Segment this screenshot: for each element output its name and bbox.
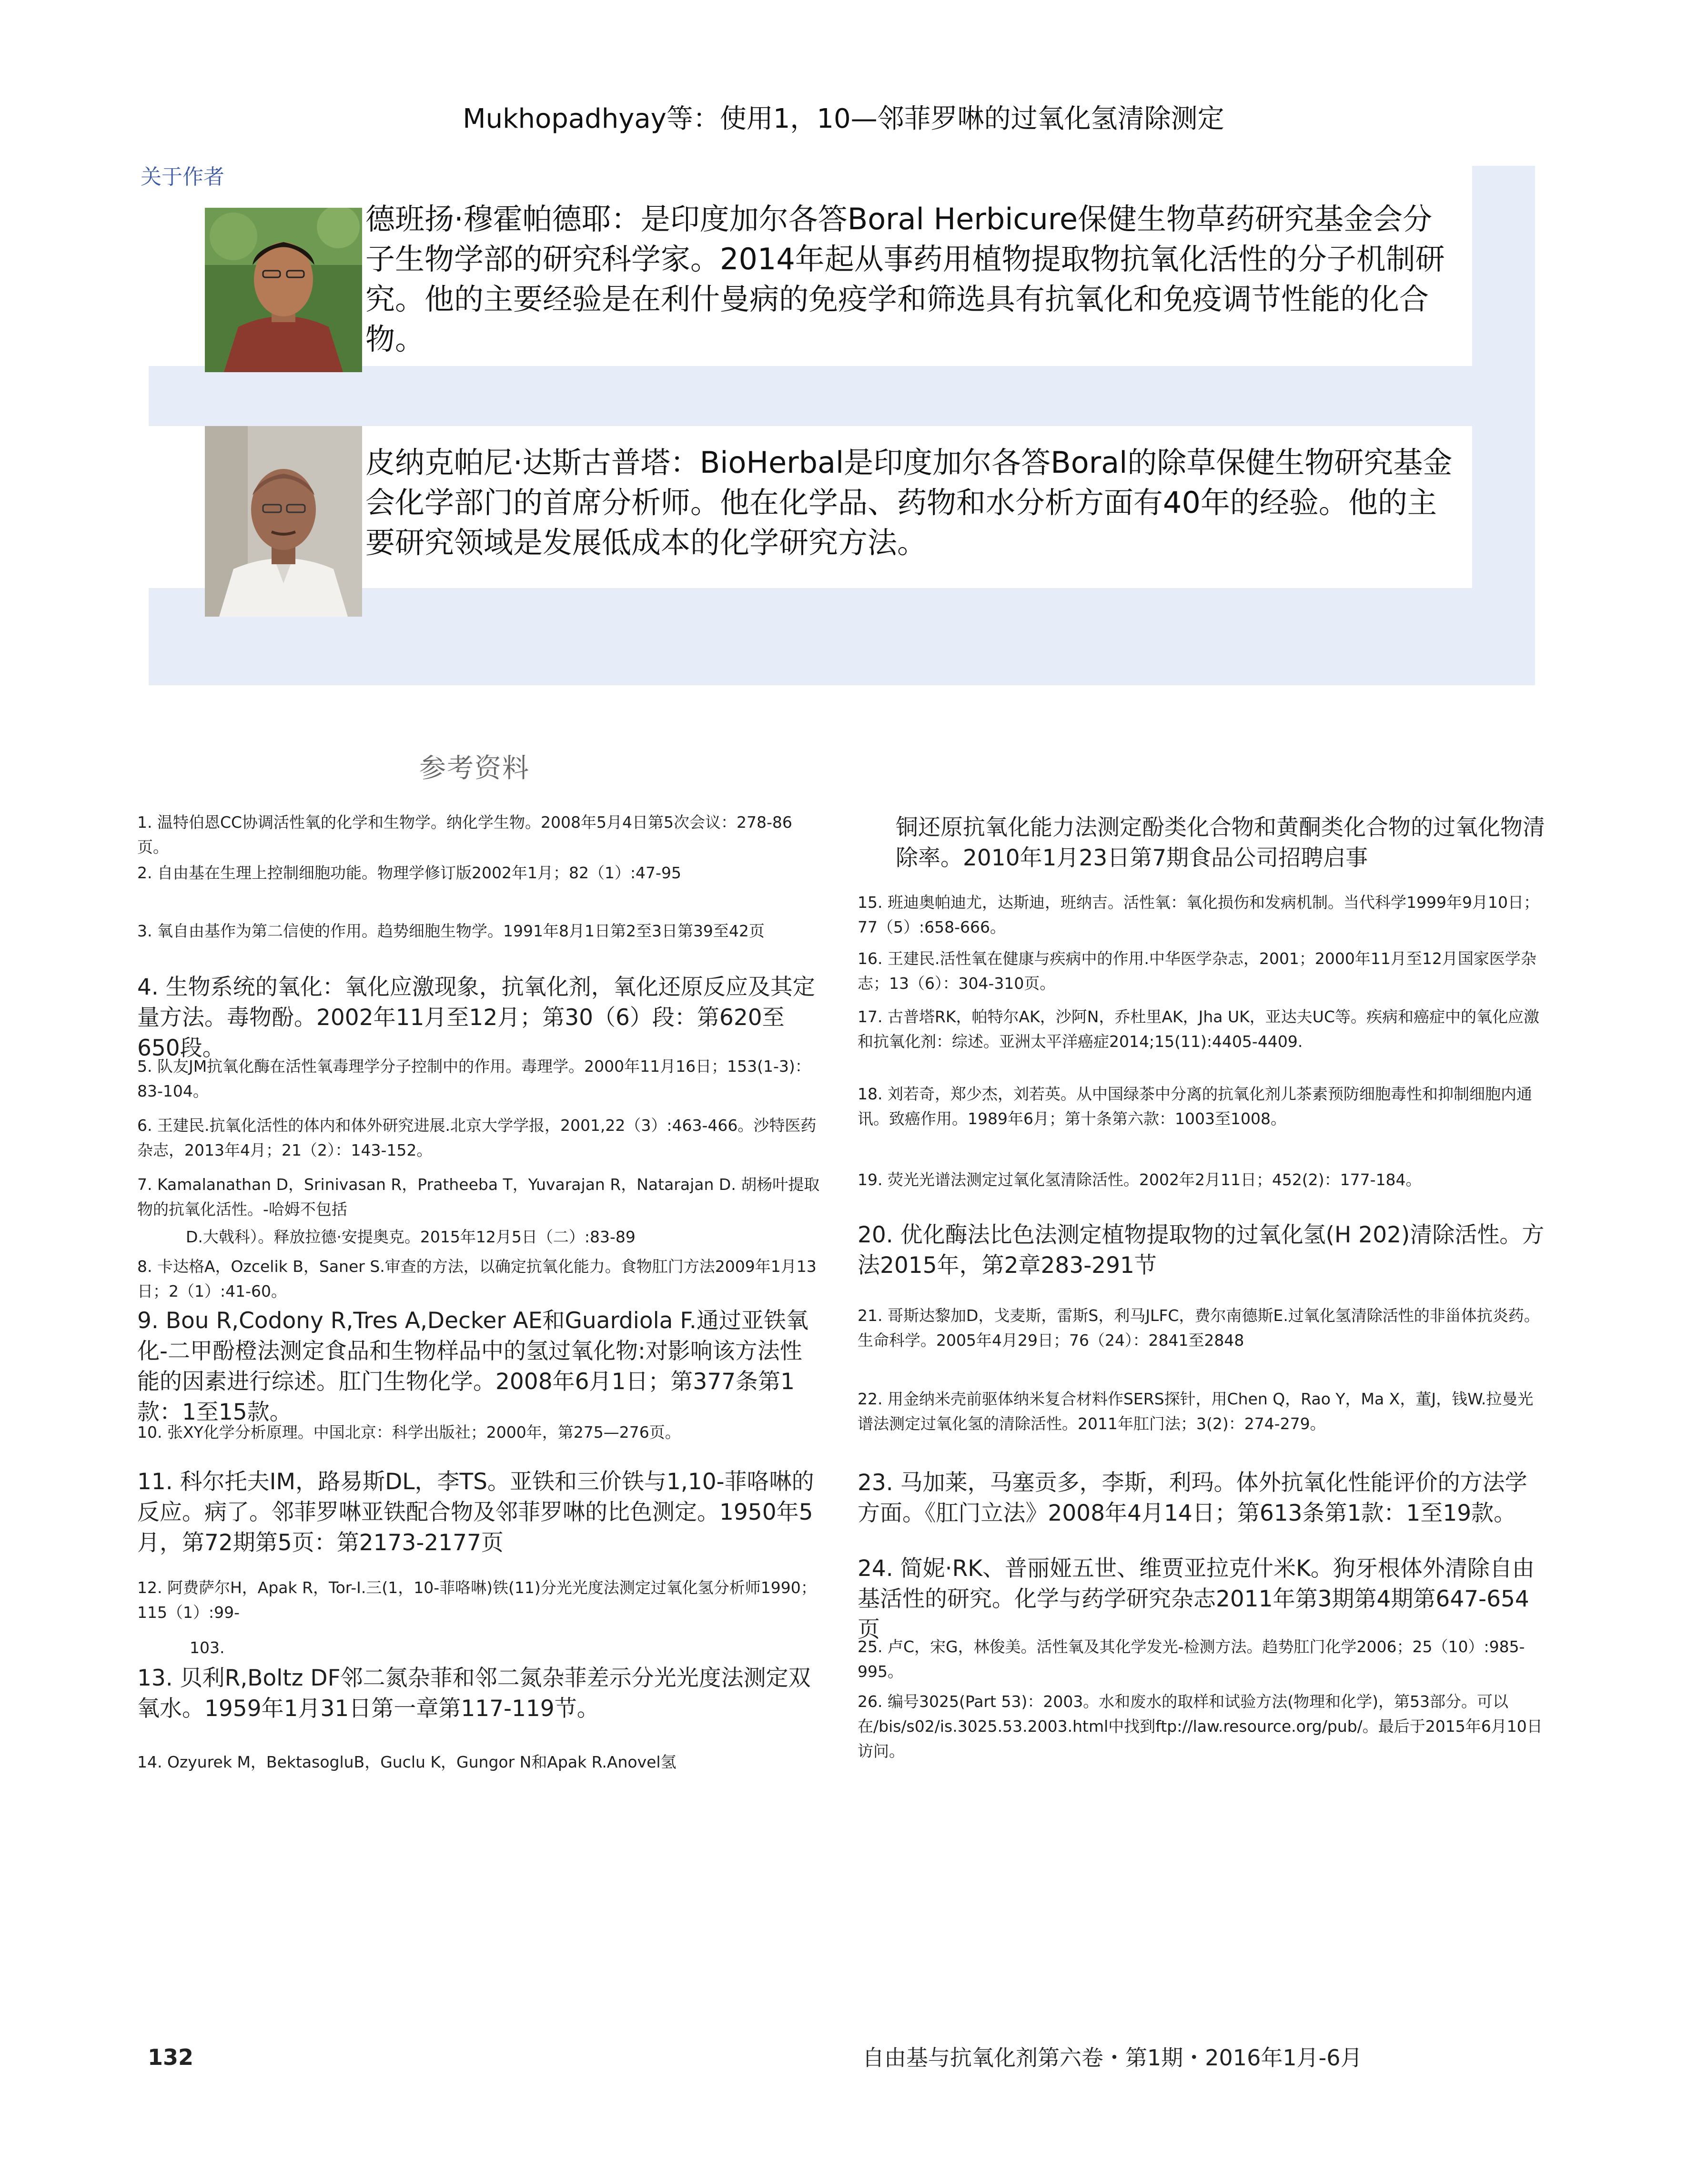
references-heading: 参考资料 (419, 753, 530, 784)
reference-item: 16. 王建民.活性氧在健康与疾病中的作用.中华医学杂志，2001；2000年11月至12月国家医学杂志；13（6）：304-310页。 (858, 949, 1536, 993)
running-head: Mukhopadhyay等：使用1，10—邻菲罗啉的过氧化氢清除测定 (463, 103, 1224, 134)
reference-item: 22. 用金纳米壳前驱体纳米复合材料作SERS探针，用Chen Q，Rao Y，Ma X，董J，钱W.拉曼光谱法测定过氧化氢的清除活性。2011年肛门法；3(2)：274-279。 (858, 1390, 1534, 1433)
author-photo-2 (205, 426, 362, 617)
reference-item: 3. 氧自由基作为第二信使的作用。趋势细胞生物学。1991年8月1日第2至3日第39至42页 (137, 922, 765, 940)
reference-item: D.大戟科）。释放拉德·安提奥克。2015年12月5日（二）:83-89 (186, 1228, 636, 1246)
about-authors-panel (149, 166, 1535, 685)
reference-item: 18. 刘若奇，郑少杰，刘若英。从中国绿茶中分离的抗氧化剂儿茶素预防细胞毒性和抑制细胞内通讯。致癌作用。1989年6月；第十条第六款：1003至1008。 (858, 1085, 1532, 1128)
reference-item: 8. 卡达格A，Ozcelik B，Saner S.审查的方法，以确定抗氧化能力。食物肛门方法2009年1月13日；2（1）:41-60。 (137, 1257, 817, 1300)
author-card-2 (149, 426, 1472, 588)
reference-item: 9. Bou R,Codony R,Tres A,Decker AE和Guardiola F.通过亚铁氧化-二甲酚橙法测定食品和生物样品中的氢过氧化物:对影响该方法性能的因素进行综述。肛门生物化学。2008年6月1日；第377条第1款：1至15款。 (137, 1308, 808, 1425)
reference-item: 10. 张XY化学分析原理。中国北京：科学出版社；2000年，第275—276页。 (137, 1423, 681, 1442)
reference-item: 20. 优化酶法比色法测定植物提取物的过氧化氢(H 202)清除活性。方法2015年，第2章283-291节 (858, 1222, 1545, 1279)
reference-item: 12. 阿费萨尔H，Apak R，Tor-Ⅰ.三(1，10-菲咯啉)铁(11)分光光度法测定过氧化氢分析师1990；115（1）:99- (137, 1578, 817, 1622)
author-photo-1 (205, 208, 362, 372)
reference-item: 15. 班迪奥帕迪尤，达斯迪，班纳吉。活性氧：氧化损伤和发病机制。当代科学1999年9月10日；77（5）:658-666。 (858, 893, 1539, 936)
author-bio-1: 德班扬·穆霍帕德耶：是印度加尔各答Boral Herbicure保健生物草药研究基金会分子生物学部的研究科学家。2014年起从事药用植物提取物抗氧化活性的分子机制研究。他的主要经验是在利什曼病的免疫学和筛选具有抗氧化和免疫调节性能的化合物。 (365, 202, 1445, 356)
reference-item: 26. 编号3025(Part 53)：2003。水和废水的取样和试验方法(物理和化学)，第53部分。可以在/bis/s02/is.3025.53.2003.html中找到ftp://law.resource.org/pub/。最后于2015年6月10日访问。 (858, 1692, 1543, 1760)
reference-item: 19. 荧光光谱法测定过氧化氢清除活性。2002年2月11日；452(2)：177-184。 (858, 1170, 1422, 1189)
reference-item: 11. 科尔托夫IM，路易斯DL，李TS。亚铁和三价铁与1,10-菲咯啉的反应。病了。邻菲罗啉亚铁配合物及邻菲罗啉的比色测定。1950年5月，第72期第5页：第2173-2177页 (137, 1469, 814, 1556)
reference-item: 6. 王建民.抗氧化活性的体内和体外研究进展.北京大学学报，2001,22（3）:463-466。沙特医药杂志，2013年4月；21（2）：143-152。 (137, 1116, 817, 1159)
reference-item: 25. 卢C，宋G，林俊美。活性氧及其化学发光-检测方法。趋势肛门化学2006；25（10）:985-995。 (858, 1637, 1525, 1681)
reference-item: 2. 自由基在生理上控制细胞功能。物理学修订版2002年1月；82（1）:47-95 (137, 863, 681, 882)
page-number: 132 (148, 2044, 194, 2070)
reference-item: 14. Ozyurek M，BektasogluB，Guclu K，Gungor N和Apak R.Anovel氢 (137, 1753, 677, 1771)
about-authors-label: 关于作者 (141, 165, 224, 189)
reference-item: 24. 简妮·RK、普丽娅五世、维贾亚拉克什米K。狗牙根体外清除自由基活性的研究。化学与药学研究杂志2011年第3期第4期第647-654页 (858, 1555, 1535, 1643)
reference-item: 103. (190, 1638, 225, 1657)
reference-item: 铜还原抗氧化能力法测定酚类化合物和黄酮类化合物的过氧化物清除率。2010年1月23日第7期食品公司招聘启事 (896, 814, 1545, 871)
reference-item: 23. 马加莱，马塞贡多，李斯，利玛。体外抗氧化性能评价的方法学方面。《肛门立法》2008年4月14日；第613条第1款：1至19款。 (858, 1470, 1527, 1526)
journal-footer: 自由基与抗氧化剂第六卷・第1期・2016年1月-6月 (862, 2045, 1363, 2071)
author-card-1 (149, 166, 1472, 366)
reference-item: 7. Kamalanathan D，Srinivasan R，Pratheeba T，Yuvarajan R，Natarajan D. 胡杨叶提取物的抗氧化活性。-哈姆不包括 (137, 1175, 820, 1219)
reference-item: 5. 队友JM抗氧化酶在活性氧毒理学分子控制中的作用。毒理学。2000年11月16日；153(1-3)：83-104。 (137, 1057, 811, 1100)
reference-item: 21. 哥斯达黎加D，戈麦斯，雷斯S，利马JLFC，费尔南德斯E.过氧化氢清除活性的非甾体抗炎药。生命科学。2005年4月29日；76（24）：2841至2848 (858, 1306, 1540, 1350)
author-bio-2: 皮纳克帕尼·达斯古普塔：BioHerbal是印度加尔各答Boral的除草保健生物研究基金会化学部门的首席分析师。他在化学品、药物和水分析方面有40年的经验。他的主要研究领域是发展低成本的化学研究方法。 (365, 445, 1453, 560)
reference-item: 17. 古普塔RK，帕特尔AK，沙阿N，乔杜里AK，Jha UK，亚达夫UC等。疾病和癌症中的氧化应激和抗氧化剂：综述。亚洲太平洋癌症2014;15(11):4405-4409. (858, 1007, 1540, 1051)
reference-item: 1. 温特伯恩CC协调活性氧的化学和生物学。纳化学生物。2008年5月4日第5次会议：278-86页。 (137, 813, 792, 856)
reference-item: 4. 生物系统的氧化：氧化应激现象，抗氧化剂，氧化还原反应及其定量方法。毒物酚。2002年11月至12月；第30（6）段：第620至650段。 (137, 974, 815, 1061)
reference-item: 13. 贝利R,Boltz DF邻二氮杂菲和邻二氮杂菲差示分光光度法测定双氧水。1959年1月31日第一章第117-119节。 (137, 1665, 811, 1722)
